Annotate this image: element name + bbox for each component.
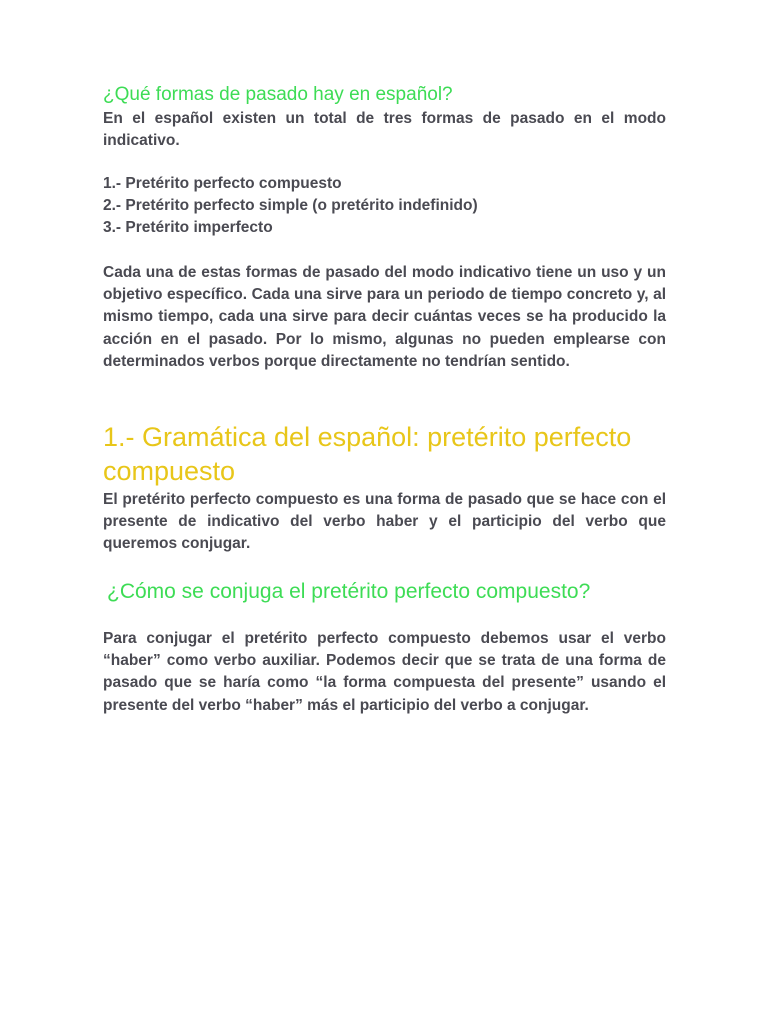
intro-paragraph: En el español existen un total de tres formas de pasado en el modo indicativo. — [103, 110, 666, 150]
list-item: 1.- Pretérito perfecto compuesto — [103, 175, 342, 192]
definition-paragraph: El pretérito perfecto compuesto es una forma de pasado que se hace con el presente de indicativo del verbo haber y el participio del verbo que queremos conjugar. — [103, 491, 666, 553]
list-item: 2.- Pretérito perfecto simple (o pretérito indefinido) — [103, 197, 478, 215]
subheading-conjugation: ¿Cómo se conjuga el pretérito perfecto compuesto? — [107, 580, 591, 603]
past-forms-explanation-paragraph: Cada una de estas formas de pasado del modo indicativo tiene un uso y un objetivo específico. Cada una sirve para un periodo de tiempo concreto y, al mismo tiempo, cada una sirve para decir cuántas veces se ha producido la acción en el pasado. Por lo mismo, algunas no pueden emplearse con determinados verbos porque directamente no tendrían sentido. — [103, 264, 666, 370]
past-forms-list — [103, 173, 666, 240]
conjugation-paragraph: Para conjugar el pretérito perfecto compuesto debemos usar el verbo “haber” como verbo auxiliar. Podemos decir que se trata de una forma de pasado que se haría como “la forma compuesta del presente” usando el presente del verbo “haber” más el participio del verbo a conjugar. — [103, 630, 666, 714]
list-item: 3.- Pretérito imperfecto — [103, 219, 273, 237]
section-heading-past-forms: ¿Qué formas de pasado hay en español? — [103, 84, 453, 105]
chapter-heading-preterito-perfecto-compuesto: 1.- Gramática del español: pretérito perfecto compuesto — [103, 422, 632, 486]
